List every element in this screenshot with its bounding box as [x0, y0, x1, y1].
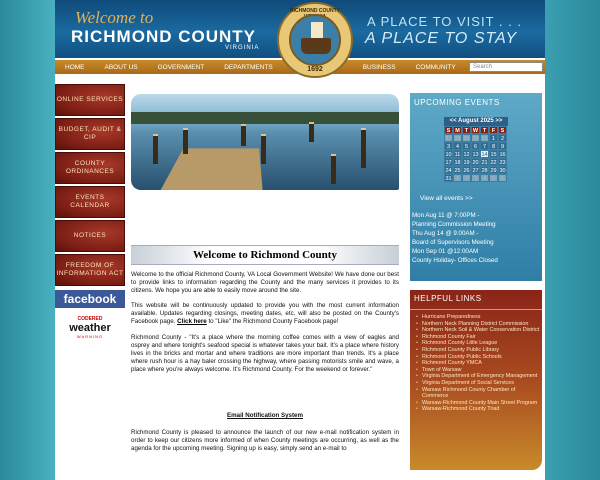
helpful-links-panel — [410, 290, 542, 470]
calendar-day[interactable]: 17 — [445, 160, 452, 166]
calendar-day-header: W — [472, 128, 479, 134]
mini-calendar — [444, 117, 508, 182]
online-services-button[interactable]: ONLINE SERVICES — [55, 84, 125, 116]
weather-label: weather — [69, 322, 111, 334]
facebook-click-here-link[interactable]: Click here — [177, 318, 207, 326]
helpful-link[interactable]: • Richmond County Public Library — [416, 347, 540, 354]
event-title[interactable]: County Holiday- Offices Closed — [412, 257, 498, 264]
nav-about-us[interactable]: ABOUT US — [104, 63, 138, 71]
nav-government[interactable]: GOVERNMENT — [157, 63, 205, 71]
helpful-links-heading: HELPFUL LINKS — [410, 290, 542, 310]
hero-dock-image — [131, 94, 399, 190]
calendar-day[interactable]: 15 — [490, 152, 497, 158]
codered-weather-logo[interactable] — [55, 316, 125, 346]
calendar-day[interactable]: 14 — [481, 152, 488, 158]
upcoming-events-panel — [410, 93, 542, 281]
calendar-day[interactable]: 27 — [445, 136, 452, 142]
helpful-link[interactable]: • Warsaw-Richmond County Main Street Program — [416, 400, 540, 407]
helpful-link[interactable]: • Northern Neck Soil & Water Conservation District — [416, 327, 540, 334]
helpful-link[interactable]: • Richmond County Fair — [416, 334, 540, 341]
page-title: Welcome to Richmond County — [131, 245, 399, 265]
calendar-day[interactable]: 27 — [472, 168, 479, 174]
calendar-day[interactable]: 30 — [499, 168, 506, 174]
welcome-text: Welcome to — [75, 8, 154, 27]
calendar-day[interactable]: 16 — [499, 152, 506, 158]
county-seal-logo[interactable] — [277, 2, 353, 78]
calendar-day[interactable]: 29 — [463, 136, 470, 142]
calendar-day-header: T — [462, 126, 471, 134]
event-date[interactable]: Thu Aug 14 @ 9:00AM - — [412, 230, 479, 237]
event-title[interactable]: Board of Supervisors Meeting — [412, 239, 494, 246]
helpful-link[interactable]: • Virginia Department of Emergency Management — [416, 373, 540, 380]
helpful-links-list — [410, 310, 542, 413]
calendar-day[interactable]: 1 — [453, 174, 462, 182]
facebook-logo[interactable]: facebook — [55, 290, 125, 308]
foia-button[interactable]: FREEDOM OF INFORMATION ACT — [55, 254, 125, 286]
calendar-day[interactable]: 5 — [489, 174, 498, 182]
calendar-day[interactable]: 18 — [454, 160, 461, 166]
updates-paragraph: This website will be continuously updated to provide you with the most current information available. Updates regarding closings, meeting dates, etc. will also be posted on the County's Facebook page. Click here to "Like" the Richmond County Facebook page! — [131, 302, 399, 326]
notices-button[interactable]: NOTICES — [55, 220, 125, 252]
event-date[interactable]: Mon Sep 01 @12:00AM — [412, 248, 479, 255]
county-name: RICHMOND COUNTY — [71, 27, 256, 46]
calendar-day[interactable]: 6 — [498, 174, 507, 182]
calendar-day[interactable]: 25 — [454, 168, 461, 174]
events-calendar-button[interactable]: EVENTS CALENDAR — [55, 186, 125, 218]
quote-paragraph: Richmond County - "It's a place where the morning coffee comes with a view of eagles and osprey and where tonight's seafood special is whatever takes your bait. It's a place where history lives in the bricks and mortar and where traditions are more important than trends. It's a place where rush hour is a hay baler crossing the highway, where passing motorists smile and wave, a place where you're always welcome. It's Richmond County. For the weekend or forever." — [131, 333, 399, 373]
calendar-day[interactable]: 4 — [453, 142, 462, 150]
calendar-day-header: S — [444, 126, 453, 134]
helpful-link[interactable]: • Town of Warsaw — [416, 367, 540, 374]
helpful-link[interactable]: • Warsaw Richmond County Chamber of Commerce — [416, 387, 540, 400]
calendar-day[interactable]: 5 — [462, 142, 471, 150]
calendar-day[interactable]: 20 — [472, 160, 479, 166]
calendar-day[interactable]: 10 — [445, 152, 452, 158]
calendar-day[interactable]: 11 — [454, 152, 461, 158]
tagline-visit: A PLACE TO VISIT . . . — [367, 14, 522, 29]
helpful-link[interactable]: • Hurricane Preparedness — [416, 314, 540, 321]
state-name: VIRGINIA — [225, 45, 260, 51]
calendar-day[interactable]: 21 — [481, 160, 488, 166]
budget-audit-cip-button[interactable]: BUDGET, AUDIT & CIP — [55, 118, 125, 150]
calendar-day[interactable]: 31 — [445, 176, 452, 182]
calendar-day[interactable]: 30 — [472, 136, 479, 142]
helpful-link[interactable]: • Warsaw-Richmond County Triad — [416, 406, 540, 413]
event-title[interactable]: Planning Commission Meeting — [412, 221, 496, 228]
nav-community[interactable]: COMMUNITY — [415, 63, 456, 71]
calendar-day-header: M — [453, 126, 462, 134]
calendar-day[interactable]: 28 — [481, 168, 488, 174]
calendar-day[interactable]: 26 — [463, 168, 470, 174]
search-input[interactable]: Search — [469, 62, 543, 72]
calendar-grid — [444, 126, 508, 182]
calendar-day[interactable]: 28 — [454, 136, 461, 142]
intro-paragraph: Welcome to the official Richmond County, VA Local Government Website! We have done our best to provide links to information regarding the County and the many services it provides to its citizens. We hope you are able to easily move around the site. — [131, 271, 399, 295]
calendar-day[interactable]: 8 — [489, 142, 498, 150]
nav-departments[interactable]: DEPARTMENTS — [224, 63, 273, 71]
helpful-link[interactable]: • Richmond County Public Schools — [416, 354, 540, 361]
upcoming-events-heading: UPCOMING EVENTS — [414, 98, 500, 107]
helpful-link[interactable]: • Richmond County Little League — [416, 340, 540, 347]
seal-ship-icon — [289, 14, 341, 66]
email-paragraph: Richmond County is pleased to announce the launch of our new e-mail notification system in order to keep our citizens more informed of when County meetings are occurring, as well as the agenda for the upcoming meeting. Signing up is easy, simply send an e-mail to — [131, 429, 399, 453]
helpful-link[interactable]: • Virginia Department of Social Services — [416, 380, 540, 387]
helpful-link[interactable]: • Richmond County YMCA — [416, 360, 540, 367]
page — [55, 0, 545, 480]
left-sidebar — [55, 84, 125, 346]
tagline-stay: A PLACE TO STAY — [365, 30, 518, 47]
calendar-day[interactable]: 6 — [471, 142, 480, 150]
calendar-day[interactable]: 9 — [498, 142, 507, 150]
calendar-day[interactable]: 29 — [490, 168, 497, 174]
view-all-events-link[interactable]: View all events >> — [420, 195, 473, 202]
calendar-day[interactable]: 24 — [445, 168, 452, 174]
nav-home[interactable]: HOME — [65, 63, 85, 71]
county-ordinances-button[interactable]: COUNTY ORDINANCES — [55, 152, 125, 184]
helpful-link[interactable]: • Northern Neck Planning District Commission — [416, 321, 540, 328]
calendar-day[interactable]: 12 — [463, 152, 470, 158]
calendar-day[interactable]: 2 — [462, 174, 471, 182]
calendar-day[interactable]: 13 — [472, 152, 479, 158]
event-list — [412, 211, 502, 265]
calendar-month-bar — [444, 117, 508, 126]
seal-text: RICHMOND COUNTY — [290, 8, 340, 14]
main-content — [131, 271, 399, 460]
calendar-day-header: T — [480, 126, 489, 134]
event-date[interactable]: Mon Aug 11 @ 7:00PM - — [412, 212, 480, 219]
email-notification-heading: Email Notification System — [227, 412, 303, 420]
calendar-day[interactable]: 2 — [498, 134, 507, 142]
calendar-day[interactable]: 23 — [499, 160, 506, 166]
calendar-day[interactable]: 19 — [463, 160, 470, 166]
codered-label: CODERED — [77, 316, 103, 322]
calendar-day-header: F — [489, 126, 498, 134]
calendar-day[interactable]: 7 — [480, 142, 489, 150]
seal-year: 1692 — [307, 66, 323, 73]
calendar-prev-button[interactable]: << — [449, 118, 457, 124]
calendar-month: August 2025 — [458, 118, 494, 124]
calendar-next-button[interactable]: >> — [495, 118, 503, 124]
calendar-day-header: S — [498, 126, 507, 134]
calendar-day[interactable]: 31 — [481, 136, 488, 142]
warning-label: WARNING — [76, 334, 104, 339]
calendar-day[interactable]: 22 — [490, 160, 497, 166]
nav-business[interactable]: BUSINESS — [362, 63, 396, 71]
calendar-day[interactable]: 4 — [480, 174, 489, 182]
calendar-day[interactable]: 3 — [444, 142, 453, 150]
calendar-day[interactable]: 1 — [489, 134, 498, 142]
calendar-day[interactable]: 3 — [471, 174, 480, 182]
